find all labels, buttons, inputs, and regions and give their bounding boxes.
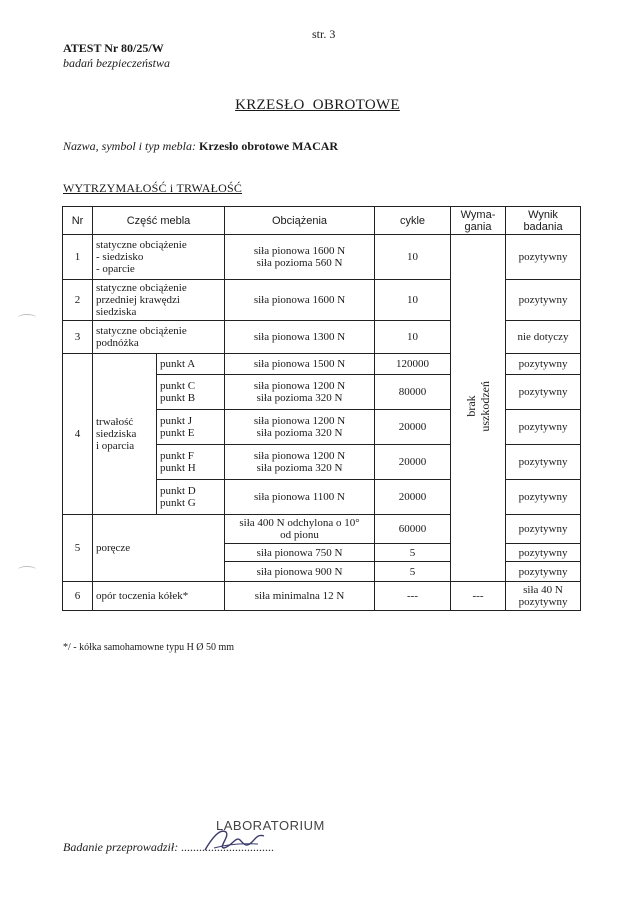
row-result: pozytywny: [506, 562, 581, 582]
row-result: pozytywny: [506, 280, 581, 321]
row-cycles: 10: [375, 280, 451, 321]
signature-dots: ...............................: [181, 840, 275, 854]
row-cycles: 20000: [375, 410, 451, 445]
table-row: [63, 235, 581, 280]
certificate-subtitle: badań bezpieczeństwa: [63, 56, 170, 70]
table-row: [63, 582, 581, 611]
header-part: Część mebla: [93, 207, 225, 235]
row-cycles: 5: [375, 544, 451, 562]
row-cycles: 120000: [375, 354, 451, 375]
furniture-colon: :: [192, 139, 199, 153]
row-load: siła pionowa 900 N: [225, 562, 375, 582]
row-part: statyczne obciążenie podnóżka: [93, 321, 225, 354]
row-load: siła pionowa 1100 N: [225, 480, 375, 515]
row-cycles: 20000: [375, 445, 451, 480]
laboratory-stamp: LABORATORIUM: [216, 818, 325, 833]
row-load: siła minimalna 12 N: [225, 582, 375, 611]
row-point: punkt J punkt E: [157, 410, 225, 445]
row-cycles: 60000: [375, 515, 451, 544]
row-load: siła pionowa 1600 N: [225, 280, 375, 321]
row-cycles: ---: [375, 582, 451, 611]
row-cycles: 10: [375, 321, 451, 354]
footnote: */ - kółka samohamowne typu H Ø 50 mm: [63, 642, 235, 653]
section-heading: WYTRZYMAŁOŚĆ i TRWAŁOŚĆ: [63, 181, 243, 195]
row-cycles: 20000: [375, 480, 451, 515]
row-load: siła pionowa 1200 N siła pozioma 320 N: [225, 410, 375, 445]
row-part: statyczne obciążenie przedniej krawędzi siedziska: [93, 280, 225, 321]
header-nr: Nr: [63, 207, 93, 235]
binder-hole-mark: [18, 314, 36, 321]
page-number: str. 3: [312, 27, 336, 41]
row-part: poręcze: [93, 515, 225, 582]
row-cycles: 10: [375, 235, 451, 280]
row-point: punkt D punkt G: [157, 480, 225, 515]
row-nr: 5: [63, 515, 93, 582]
table-header-row: [63, 207, 581, 235]
row-result: siła 40 N pozytywny: [506, 582, 581, 611]
requirements-text: brak uszkodzeń: [464, 381, 493, 432]
row-part: trwałość siedziska i oparcia: [93, 354, 157, 515]
row-result: pozytywny: [506, 544, 581, 562]
row-load: siła pionowa 1200 N siła pozioma 320 N: [225, 445, 375, 480]
row-point: punkt C punkt B: [157, 375, 225, 410]
document-title-text: KRZESŁO OBROTOWE: [235, 97, 400, 113]
row-result: pozytywny: [506, 515, 581, 544]
furniture-line: [63, 139, 338, 154]
row-load: siła pionowa 750 N: [225, 544, 375, 562]
row-nr: 6: [63, 582, 93, 611]
row-result: pozytywny: [506, 354, 581, 375]
row-nr: 2: [63, 280, 93, 321]
row-result: pozytywny: [506, 375, 581, 410]
row-point: punkt F punkt H: [157, 445, 225, 480]
row-load: siła 400 N odchylona o 10° od pionu: [225, 515, 375, 544]
header-requirements: Wyma- gania: [451, 207, 506, 235]
row-result: pozytywny: [506, 445, 581, 480]
requirements-merged-cell: [451, 235, 506, 582]
row-result: pozytywny: [506, 480, 581, 515]
document-title: [0, 97, 635, 114]
row-result: pozytywny: [506, 410, 581, 445]
row-part: opór toczenia kółek*: [93, 582, 225, 611]
row-point: punkt A: [157, 354, 225, 375]
row-load: siła pionowa 1600 N siła pozioma 560 N: [225, 235, 375, 280]
header-load: Obciążenia: [225, 207, 375, 235]
signature-label: Badanie przeprowadził:: [63, 840, 182, 854]
row-result: nie dotyczy: [506, 321, 581, 354]
binder-hole-mark: [18, 566, 36, 573]
certificate-number: ATEST Nr 80/25/W: [63, 41, 164, 55]
furniture-value: Krzesło obrotowe MACAR: [199, 139, 339, 153]
row-load: siła pionowa 1200 N siła pozioma 320 N: [225, 375, 375, 410]
row-nr: 3: [63, 321, 93, 354]
row-result: pozytywny: [506, 235, 581, 280]
header-cycles: cykle: [375, 207, 451, 235]
results-table: [62, 206, 581, 611]
row-part: statyczne obciążenie - siedzisko - oparcie: [93, 235, 225, 280]
row-cycles: 5: [375, 562, 451, 582]
row-load: siła pionowa 1300 N: [225, 321, 375, 354]
row-requirements: ---: [451, 582, 506, 611]
row-nr: 4: [63, 354, 93, 515]
row-cycles: 80000: [375, 375, 451, 410]
furniture-label: Nazwa, symbol i typ mebla: [63, 139, 192, 153]
handwritten-signature: [200, 818, 270, 858]
row-load: siła pionowa 1500 N: [225, 354, 375, 375]
header-result: Wynik badania: [506, 207, 581, 235]
row-nr: 1: [63, 235, 93, 280]
